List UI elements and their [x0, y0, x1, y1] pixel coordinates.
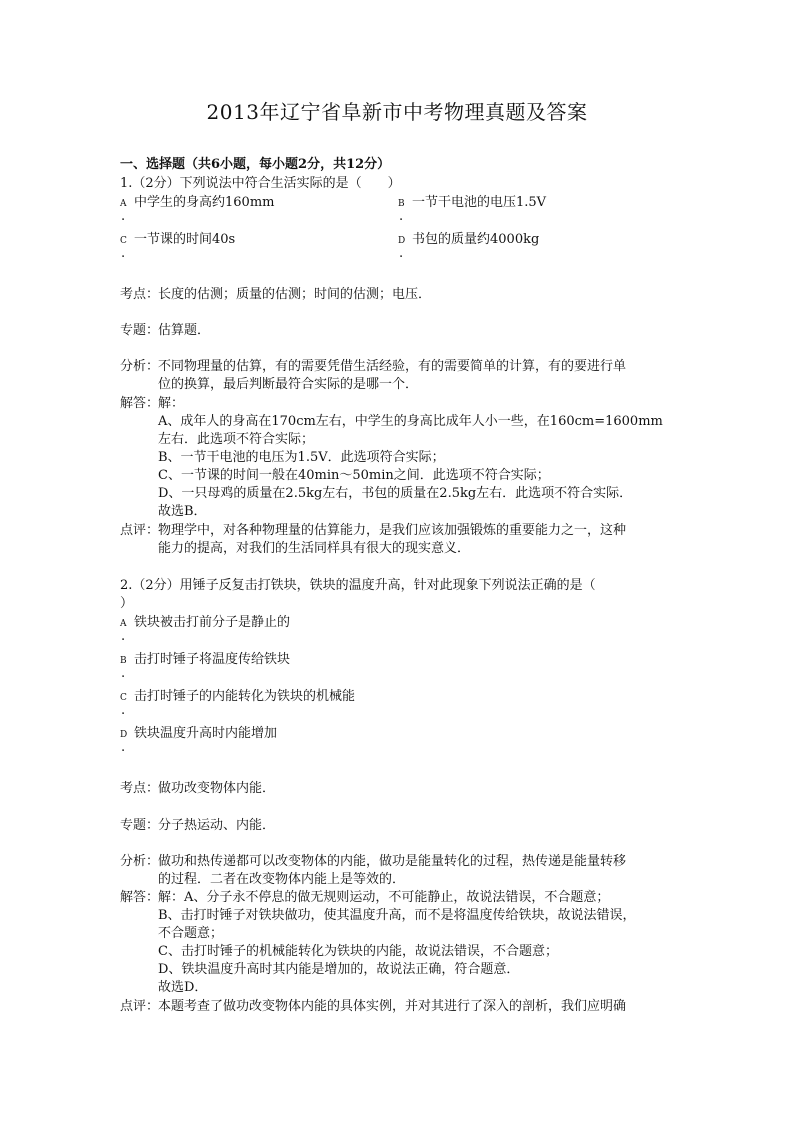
option-letter: B [120, 656, 127, 666]
q2-kaodian: 做功改变物体内能． [158, 781, 276, 796]
option-text: 击打时锤子将温度传给铁块 [134, 652, 291, 667]
q2-option-c [120, 688, 355, 707]
q2-fenxi [158, 853, 680, 889]
q1-dianping-label: 点评： [120, 523, 160, 538]
option-text: 一节干电池的电压1.5V [412, 195, 547, 210]
q1-option-a [120, 194, 274, 213]
q1-jieda-label: 解答： [120, 396, 160, 411]
q1-zhuanti-label: 专题： [120, 323, 160, 338]
option-text: 铁块温度升高时内能增加 [134, 726, 278, 741]
q2-dianping: 本题考查了做功改变物体内能的具体实例，并对其进行了深入的剖析，我们应明确 [158, 999, 627, 1014]
text-line: 能力的提高，对我们的生活同样具有很大的现实意义． [158, 541, 471, 556]
q1-option-c [120, 231, 235, 250]
q1-jieda [158, 413, 680, 521]
option-dot: . [121, 629, 126, 644]
text-line: D、一只母鸡的质量在2.5kg左右，书包的质量在2.5kg左右．此选项不符合实际． [158, 486, 633, 501]
option-text: 书包的质量约4000kg [412, 232, 540, 247]
option-letter: A [120, 199, 127, 209]
option-letter: D [120, 730, 128, 740]
q2-kaodian-label: 考点： [120, 781, 160, 796]
option-letter: A [120, 619, 127, 629]
option-text: 击打时锤子的内能转化为铁块的机械能 [134, 689, 356, 704]
option-text: 中学生的身高约160mm [134, 195, 275, 210]
option-dot: . [121, 740, 126, 755]
text-line: 左右．此选项不符合实际； [158, 432, 315, 447]
text-line: 做功和热传递都可以改变物体的内能，做功是能量转化的过程，热传递是能量转移 [158, 854, 627, 869]
q1-fenxi [158, 358, 680, 394]
q1-zhuanti: 估算题． [158, 323, 211, 338]
q2-stem: 2.（2分）用锤子反复击打铁块，铁块的温度升高，针对此现象下列说法正确的是（ [120, 578, 596, 593]
text-line: C、一节课的时间一般在40min～50min之间．此选项不符合实际； [158, 468, 550, 483]
text-line: 故选B． [158, 504, 207, 519]
q2-jieda-first: 解：A、分子永不停息的做无规则运动，不可能静止，故说法错误，不合题意； [158, 890, 610, 905]
option-dot: . [399, 246, 404, 261]
text-line: C、击打时锤子的机械能转化为铁块的内能，故说法错误，不合题意； [158, 944, 558, 959]
text-line: A、成年人的身高在170cm左右，中学生的身高比成年人小一些，在160cm=1600mm [158, 414, 663, 429]
text-line: 物理学中，对各种物理量的估算能力，是我们应该加强锻炼的重要能力之一，这种 [158, 523, 627, 538]
q2-jieda-label: 解答： [120, 890, 160, 905]
option-letter: B [398, 199, 405, 209]
option-dot: . [121, 703, 126, 718]
text-line: D、铁块温度升高时其内能是增加的，故说法正确，符合题意． [158, 962, 520, 977]
option-dot: . [121, 666, 126, 681]
option-dot: . [121, 209, 126, 224]
q1-dianping [158, 522, 680, 558]
option-dot: . [121, 246, 126, 261]
text-line: 位的换算，最后判断最符合实际的是哪一个． [158, 377, 419, 392]
q1-jieda-lead: 解： [158, 396, 185, 411]
option-dot: . [399, 209, 404, 224]
q1-option-b [398, 194, 546, 213]
q2-option-d [120, 725, 277, 744]
section-header: 一、选择题（共6小题，每小题2分，共12分） [120, 157, 391, 172]
q1-kaodian-label: 考点： [120, 287, 160, 302]
q1-fenxi-label: 分析： [120, 359, 160, 374]
q2-stem-cont: ） [120, 596, 134, 611]
option-text: 铁块被击打前分子是静止的 [134, 615, 291, 630]
q1-kaodian: 长度的估测；质量的估测；时间的估测；电压． [158, 287, 432, 302]
document-title: 2013年辽宁省阜新市中考物理真题及答案 [206, 100, 588, 124]
q2-fenxi-label: 分析： [120, 854, 160, 869]
q2-dianping-label: 点评： [120, 999, 160, 1014]
option-letter: C [120, 236, 127, 246]
text-line: 的过程．二者在改变物体内能上是等效的． [158, 872, 406, 887]
q1-option-d [398, 231, 539, 250]
q2-option-a [120, 614, 290, 633]
q2-option-b [120, 651, 290, 670]
q1-stem: 1.（2分）下列说法中符合生活实际的是（ ） [120, 176, 401, 191]
q2-jieda [158, 907, 680, 997]
text-line: B、击打时锤子对铁块做功，使其温度升高，而不是将温度传给铁块，故说法错误， [158, 908, 636, 923]
q2-zhuanti-label: 专题： [120, 818, 160, 833]
option-letter: C [120, 693, 127, 703]
text-line: 不同物理量的估算，有的需要凭借生活经验，有的需要简单的计算，有的要进行单 [158, 359, 627, 374]
text-line: B、一节干电池的电压为1.5V．此选项符合实际； [158, 450, 445, 465]
option-text: 一节课的时间40s [134, 232, 236, 247]
option-letter: D [398, 236, 406, 246]
text-line: 故选D． [158, 980, 208, 995]
q2-zhuanti: 分子热运动、内能． [158, 818, 276, 833]
text-line: 不合题意； [158, 926, 224, 941]
